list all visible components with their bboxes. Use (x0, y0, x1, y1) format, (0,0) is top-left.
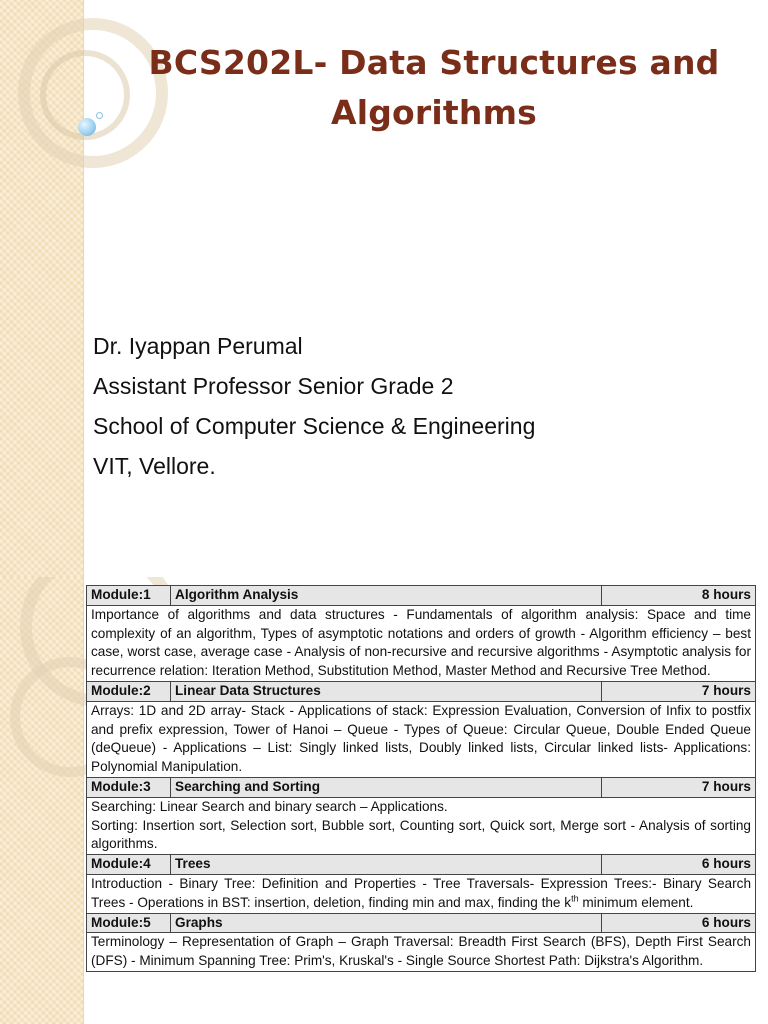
author-name: Dr. Iyappan Perumal (93, 333, 303, 359)
decorative-bubble-icon (78, 118, 96, 136)
module-title: Algorithm Analysis (171, 586, 602, 606)
module-hours: 7 hours (602, 681, 756, 701)
module-header-row (87, 681, 756, 701)
module-hours: 8 hours (602, 586, 756, 606)
module-number: Module:2 (87, 681, 171, 701)
module-number: Module:5 (87, 913, 171, 933)
module-content-row (87, 797, 756, 854)
module-content-row (87, 933, 756, 972)
superscript-th: th (571, 893, 579, 904)
module-number: Module:3 (87, 777, 171, 797)
module-content-row (87, 605, 756, 681)
module-title: Linear Data Structures (171, 681, 602, 701)
module-hours: 6 hours (602, 913, 756, 933)
module-hours: 7 hours (602, 777, 756, 797)
module-header-row (87, 777, 756, 797)
author-institution: VIT, Vellore. (93, 453, 216, 479)
module-content-line: Searching: Linear Search and binary search – Applications. (91, 798, 448, 814)
module-content-text: minimum element. (578, 894, 694, 910)
module-title: Graphs (171, 913, 602, 933)
module-content (87, 874, 756, 913)
module-content: Importance of algorithms and data structures - Fundamentals of algorithm analysis: Space and time complexity of an algorithm, Types of asymptotic notations and orders of growth - Algorithm efficiency – best case, worst case, average case - Analysis of non-recursive and recursive algorithms - Asymptotic analysis for recurrence relation: Iteration Method, Substitution Method, Master Method and Recursive Tree Method. (87, 605, 756, 681)
syllabus-slide (0, 577, 768, 1024)
module-content-row (87, 701, 756, 777)
slide-title: BCS202L- Data Structures and Algorithms (148, 43, 720, 132)
author-school: School of Computer Science & Engineering (93, 413, 536, 439)
author-designation: Assistant Professor Senior Grade 2 (93, 373, 454, 399)
module-content-line: Sorting: Insertion sort, Selection sort, Bubble sort, Counting sort, Quick sort, Merge sort - Analysis of sorting algorithms. (91, 817, 751, 852)
module-number: Module:1 (87, 586, 171, 606)
module-content: Terminology – Representation of Graph – Graph Traversal: Breadth First Search (BFS), Depth First Search (DFS) - Minimum Spanning Tree: Prim's, Kruskal's - Single Source Shortest Path: Dijkstra's Algorithm. (87, 933, 756, 972)
module-number: Module:4 (87, 855, 171, 875)
syllabus-table (86, 585, 756, 972)
module-title: Searching and Sorting (171, 777, 602, 797)
author-block (93, 326, 753, 486)
module-header-row (87, 913, 756, 933)
module-content-text: Introduction - Binary Tree: Definition and Properties - Tree Traversals- Expression Trees:- Binary Search Trees - Operations in BST: insertion, deletion, finding min and max, finding the k (91, 875, 751, 910)
module-header-row (87, 855, 756, 875)
module-content (87, 797, 756, 854)
module-header-row (87, 586, 756, 606)
module-title: Trees (171, 855, 602, 875)
module-content: Arrays: 1D and 2D array- Stack - Applications of stack: Expression Evaluation, Conversion of Infix to postfix and prefix expression, Tower of Hanoi – Queue - Types of Queue: Circular Queue, Double Ended Queue (deQueue) - Applications – List: Singly linked lists, Doubly linked lists, Circular linked lists- Applications: Polynomial Manipulation. (87, 701, 756, 777)
module-hours: 6 hours (602, 855, 756, 875)
module-content-row (87, 874, 756, 913)
